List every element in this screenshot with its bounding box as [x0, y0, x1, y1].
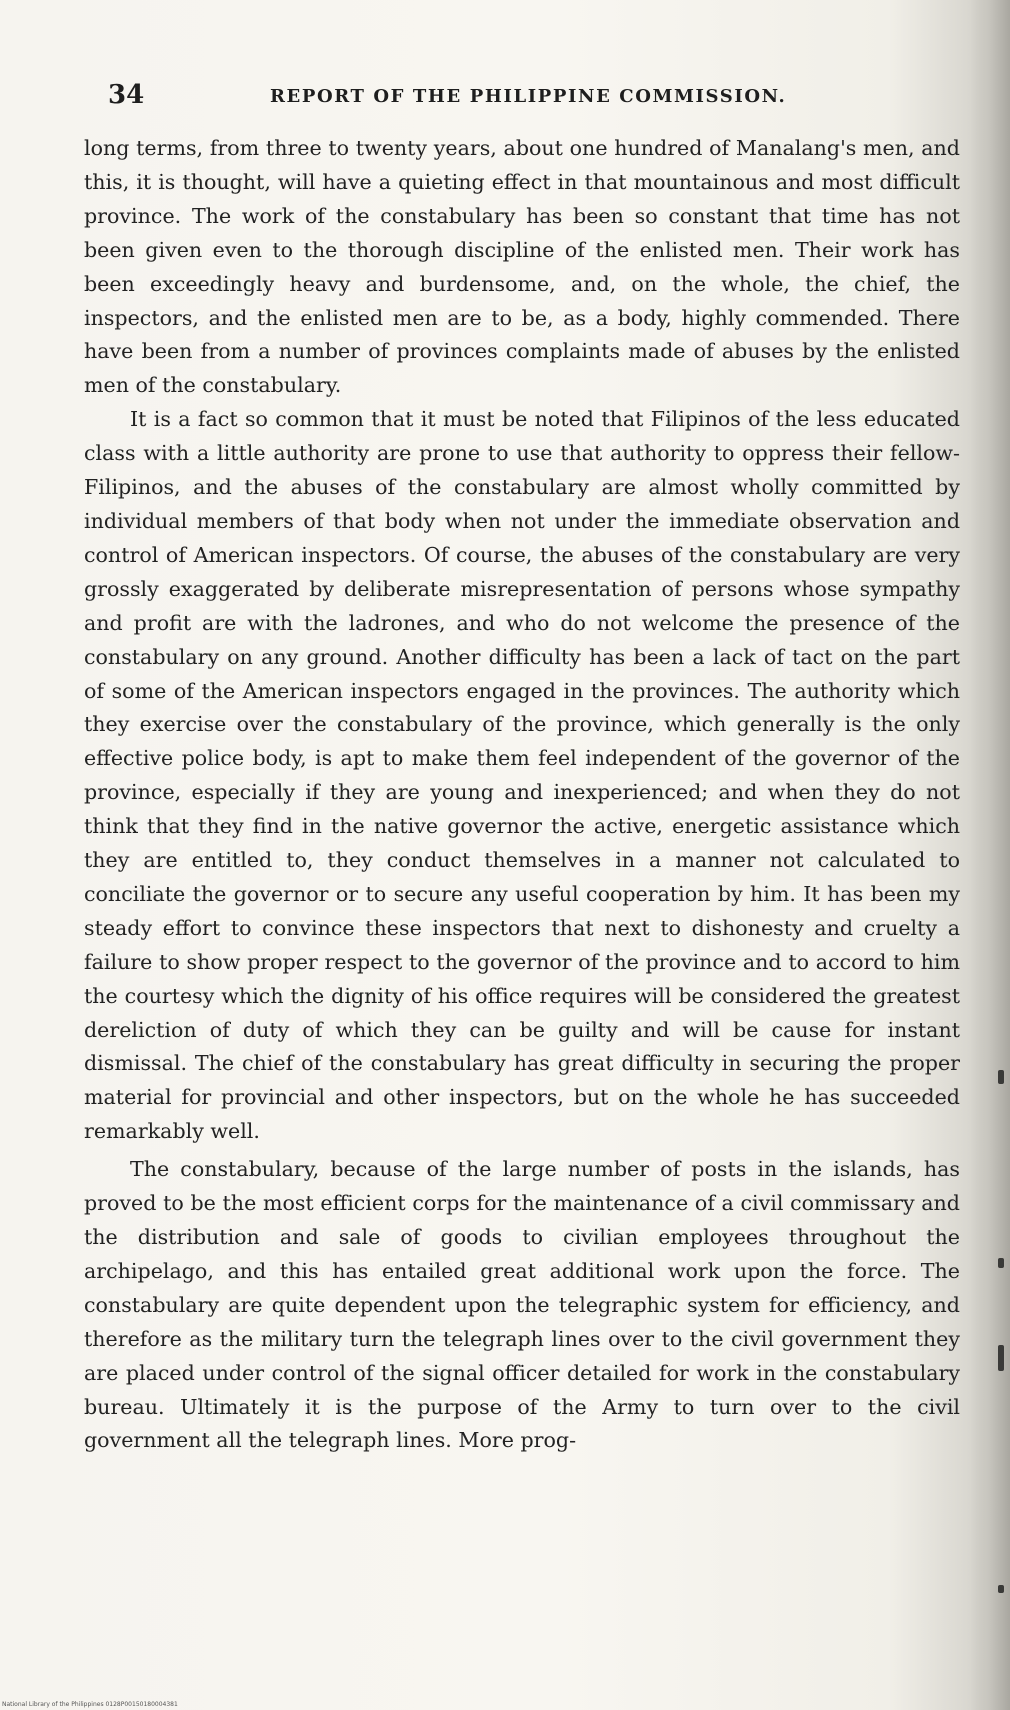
page-number: 34 [108, 80, 145, 110]
paragraph-3: The constabulary, because of the large number of posts in the islands, has proved to be the most efficient corps for the maintenance of a civil commissary and the distribution and sale of goods to civilian employees throughout the archipelago, and this has entailed great additional work upon the force. The constabulary are quite dependent upon the telegraphic system for efficiency, and therefore as the military turn the telegraph lines over to the civil government they are placed under control of the signal officer detailed for work in the constabulary bureau. Ultimately it is the purpose of the Army to turn over to the civil government all the telegraph lines. More prog- [84, 1157, 960, 1453]
paragraph-2: It is a fact so common that it must be noted that Filipinos of the less educated class with a little authority are prone to use that authority to oppress their fellow-Filipinos, and the abuses of the constabulary are almost wholly committed by individual members of that body when not under the immediate observation and control of American inspectors. Of course, the abuses of the constabulary are very grossly exaggerated by deliberate misrepresentation of persons whose sympathy and profit are with the ladrones, and who do not welcome the presence of the constabulary on any ground. Another difficulty has been a lack of tact on the part of some of the American inspectors engaged in the provinces. The authority which they exercise over the constabulary of the province, which generally is the only effective police body, is apt to make them feel independent of the governor of the province, especially if they are young and inexperienced; and when they do not think that they find in the native governor the active, energetic assistance which they are entitled to, they conduct themselves in a manner not calculated to conciliate the governor or to secure any useful cooperation by him. It has been my steady effort to convince these inspectors that next to dishonesty and cruelty a failure to show proper respect to the governor of the province and to accord to him the courtesy which the dignity of his office requires will be considered the greatest dereliction of duty of which they can be guilty and will be cause for instant dismissal. The chief of the constabulary has great difficulty in securing the proper material for provincial and other inspectors, but on the whole he has succeeded remarkably well. [84, 407, 960, 1144]
body-text [84, 132, 960, 1458]
edge-mark [998, 1585, 1004, 1593]
edge-mark [998, 1345, 1004, 1371]
scan-footer: National Library of the Philippines 0128P00150180004381 [2, 1701, 178, 1708]
paragraph-1: long terms, from three to twenty years, about one hundred of Manalang's men, and this, it is thought, will have a quieting effect in that mountainous and most difficult province. The work of the constabulary has been so constant that time has not been given even to the thorough discipline of the enlisted men. Their work has been exceedingly heavy and burdensome, and, on the whole, the chief, the inspectors, and the enlisted men are to be, as a body, highly commended. There have been from a number of provinces complaints made of abuses by the enlisted men of the constabulary. [84, 136, 960, 398]
page-binding-edge [970, 0, 1010, 1710]
page-header [108, 80, 948, 114]
edge-mark [998, 1070, 1004, 1084]
running-head: REPORT OF THE PHILIPPINE COMMISSION. [270, 86, 787, 107]
edge-mark [998, 1258, 1004, 1268]
